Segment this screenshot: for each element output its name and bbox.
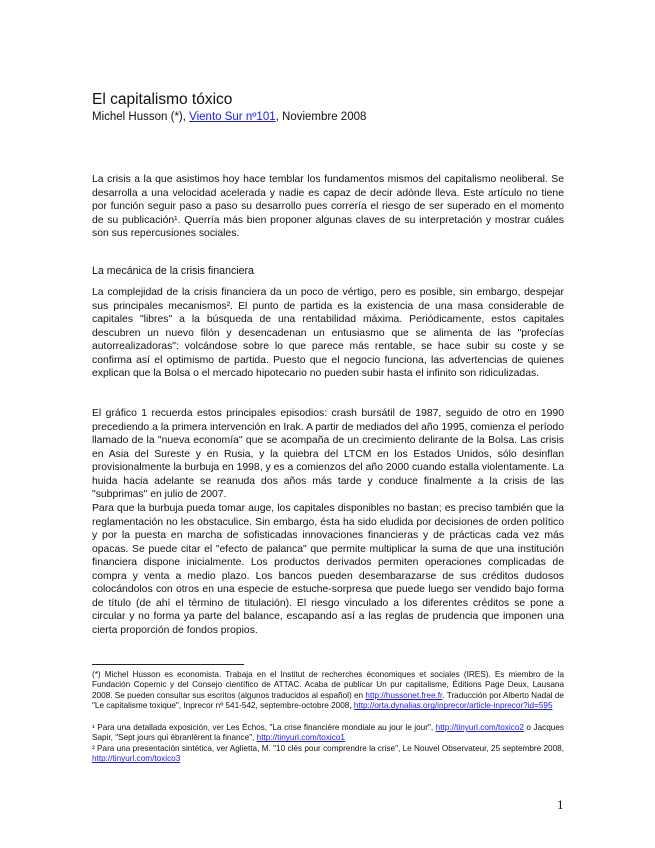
intro-paragraph: La crisis a la que asistimos hoy hace temblar los fundamentos mismos del capitalismo neoliberal. Se desarrolla a una velocidad acelerada y nadie es capaz de decir adónde lleva. Este artículo no tiene por función seguir paso a paso su desarrollo pues correría el riesgo de ser superado en el momento de su publicación¹. Querría más bien proponer algunas claves de su interpretación y mostrar cuáles son sus repercusiones sociales. [92, 174, 564, 239]
footnote-author [92, 670, 564, 712]
body-paragraph-3: Para que la burbuja pueda tomar auge, los capitales disponibles no bastan; es preciso también que la reglamentación no les obstaculice. Sin embargo, ésta ha sido eludida por decisiones de orden político y por la puesta en marcha de sofisticadas innovaciones financieras y de prácticas cada vez más opacas. Se puede citar el "efecto de palanca" que permite multiplicar la suma de que una institución financiera dispone inicialmente. Los productos derivados permiten operaciones complicadas de compra y venta a medio plazo. Los bancos pueden desembarazarse de sus créditos dudosos colocándolos con otros en una especie de estuche-sorpresa que puede luego ser vendido bajo forma de título (de ahí el término de titulación). El riesgo vinculado a los diferentes créditos se pone a circular y no forma ya parte del balance, escapando así a las reglas de prudencia que imponen una cierta proporción de fondos propios. [92, 503, 564, 636]
section-heading: La mecánica de la crisis financiera [92, 265, 254, 277]
footnote-1 [92, 723, 564, 744]
toxico3-link[interactable]: http://tinyurl.com/toxico3 [92, 754, 181, 764]
page-number: 1 [557, 797, 564, 812]
inprecor-link[interactable]: http://orta.dynalias.org/inprecor/article-inprecor?id=595 [353, 701, 553, 711]
source-link[interactable]: Viento Sur nº101 [189, 111, 276, 123]
author-name: Michel Husson (*), [92, 111, 190, 123]
footnote-text: ¹ Para una detallada exposición, ver Les Échos, "La crise financière mondiale au jour le jour", [92, 723, 436, 732]
footnote-text: . Traducción por Alberto Nadal de "Le capitalisme toxique", Inprecor nº 541-542, septembre-octobre 2008, [92, 690, 564, 711]
toxico2-link[interactable]: http://tinyurl.com/toxico2 [435, 723, 524, 732]
body-paragraph-1: La complejidad de la crisis financiera da un poco de vértigo, pero es posible, sin embargo, despejar sus principales mecanismos². El punto de partida es la existencia de una masa considerable de capitales "libres" a la búsqueda de una rentabilidad máxima. Periódicamente, estos capitales descubren un nuevo filón y desencadenan un entusiasmo que se alimenta de las "profecías autorrealizadoras": volcándose sobre lo que parece más rentable, se hace subir su coste y se confirma así el optimismo de partida. Puesto que el negocio funciona, las advertencias de quienes explican que la Bolsa o el mercado hipotecario no pueden subir hasta el infinito son ridiculizadas. [92, 287, 564, 379]
footnote-text: ² Para una presentación sintética, ver Aglietta, M. "10 clés pour comprendre la crise", Le Nouvel Observateur, 25 septembre 2008, [92, 744, 564, 753]
byline [92, 110, 366, 124]
footnote-divider [92, 664, 244, 665]
body-paragraph-2: El gráfico 1 recuerda estos principales episodios: crash bursátil de 1987, seguido de otro en 1990 precediendo a la primera intervención en Irak. A partir de mediados del año 1995, comienza el período llamado de la "nueva economía" que se acompaña de un crecimiento delirante de la Bolsa. Las crisis en Asia del Sureste y en Rusia, y la quiebra del LTCM en los Estados Unidos, sólo desinflan provisionalmente la burbuja en 1998, y es a comienzos del año 2000 cuando estalla violentamente. La huida hacia adelante se reanuda dos años más tarde y conduce finalmente a la crisis de las "subprimas" en julio de 2007. [92, 408, 564, 500]
footnote-text: o Jacques Sapir, "Sept jours qui ébranlèrent la finance", [92, 723, 564, 743]
publication-date: , Noviembre 2008 [275, 111, 367, 123]
footnote-text: (*) Michel Husson es economista. Trabaja en el Institut de recherches économiques et sociales (IRES). Es miembro de la Fundación Copernic y del Consejo científico de ATTAC. Acaba de publicar Un pur capitalisme, Éditions Page Deux, Lausana 2008. Se pueden consultar sus escritos (algunos traducidos al español) en [92, 670, 564, 700]
document-title: El capitalismo tóxico [92, 91, 233, 108]
footnote-2 [92, 744, 564, 765]
toxico1-link[interactable]: http://tinyurl.com/toxico1 [256, 733, 345, 743]
hussonet-link[interactable]: http://hussonet.free.fr [365, 690, 443, 700]
